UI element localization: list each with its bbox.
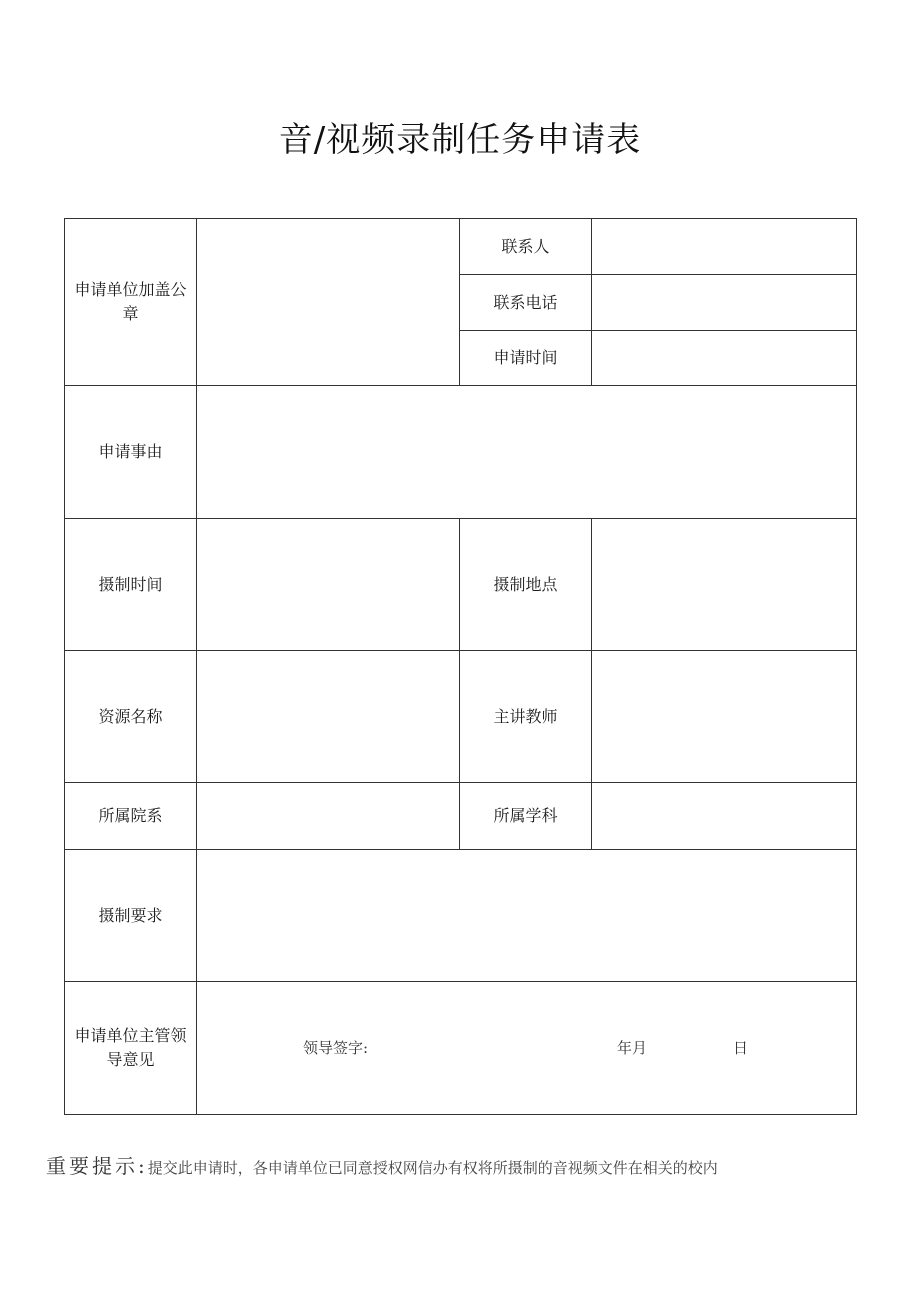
requirements-label: 摄制要求	[65, 850, 197, 982]
leader-signature-label: 领导签字:	[303, 1039, 369, 1057]
year-month-label: 年月	[617, 1039, 648, 1057]
supervisor-opinion-field[interactable]	[197, 982, 857, 1115]
reason-label: 申请事由	[65, 386, 197, 519]
resource-name-field[interactable]	[197, 651, 460, 783]
notice-label: 重要提示:	[46, 1154, 148, 1178]
supervisor-opinion-label: 申请单位主管领导意见	[65, 982, 197, 1115]
shoot-location-label: 摄制地点	[460, 519, 592, 651]
application-form-table	[64, 218, 857, 1115]
discipline-field[interactable]	[592, 783, 857, 850]
apply-time-label: 申请时间	[460, 331, 592, 386]
contact-phone-field[interactable]	[592, 275, 857, 331]
lecturer-label: 主讲教师	[460, 651, 592, 783]
contact-person-label: 联系人	[460, 219, 592, 275]
requirements-field[interactable]	[197, 850, 857, 982]
page-title: 音/视频录制任务申请表	[278, 120, 642, 160]
shoot-time-field[interactable]	[197, 519, 460, 651]
shoot-location-field[interactable]	[592, 519, 857, 651]
notice-text: 提交此申请时，各申请单位已同意授权网信办有权将所摄制的音视频文件在相关的校内	[147, 1159, 718, 1177]
important-notice	[46, 1150, 896, 1179]
reason-field[interactable]	[197, 386, 857, 519]
contact-person-field[interactable]	[592, 219, 857, 275]
contact-phone-label: 联系电话	[460, 275, 592, 331]
seal-field[interactable]	[197, 219, 460, 386]
discipline-label: 所属学科	[460, 783, 592, 850]
department-label: 所属院系	[65, 783, 197, 850]
apply-time-field[interactable]	[592, 331, 857, 386]
lecturer-field[interactable]	[592, 651, 857, 783]
resource-name-label: 资源名称	[65, 651, 197, 783]
applicant-unit-seal-label: 申请单位加盖公章	[65, 219, 197, 386]
shoot-time-label: 摄制时间	[65, 519, 197, 651]
department-field[interactable]	[197, 783, 460, 850]
day-label: 日	[733, 1039, 749, 1057]
